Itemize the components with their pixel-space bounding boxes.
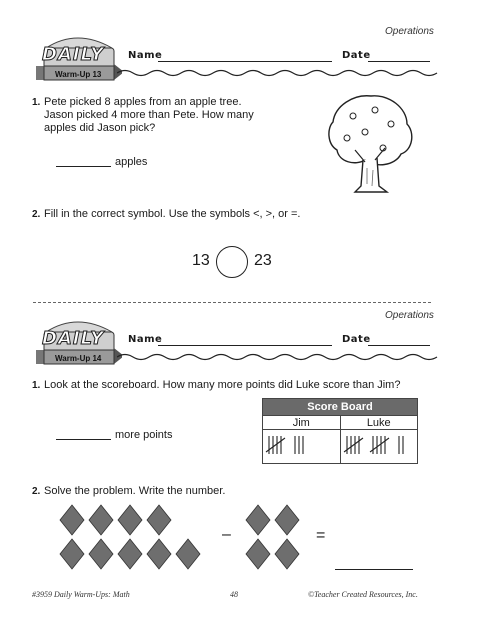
question-text-13-2: Fill in the correct symbol. Use the symbols <, >, or =. [44,208,301,220]
answer-unit-14-1: more points [115,429,173,441]
question-line: Jason picked 4 more than Pete. How many [44,109,254,121]
question-line: apples did Jason pick? [44,122,156,134]
diamond-shape [246,539,270,569]
tally-cell-jim [263,430,341,464]
name-field-bottom[interactable] [158,345,332,346]
date-label-top: Date [342,50,371,61]
minus-sign: – [222,526,231,543]
question-number-13-1: 1. [32,97,41,108]
diamond-group-right [242,502,306,572]
question-text-13-1 [44,96,254,135]
cut-line [33,302,431,303]
wavy-divider-bottom [117,352,479,362]
section-label-bottom: Operations [385,310,434,321]
wavy-divider-top [117,68,479,78]
apple-tree-icon [325,92,417,196]
answer-blank-14-1[interactable] [56,439,111,440]
symbol-answer-circle[interactable] [216,246,248,278]
scoreboard-table [262,398,418,464]
footer-page-number: 48 [230,590,238,599]
diamond-shape [246,505,270,535]
question-text-14-2: Solve the problem. Write the number. [44,485,226,497]
equals-sign: = [316,527,326,544]
diamond-shape [60,539,84,569]
footer-book-title: #3959 Daily Warm-Ups: Math [32,590,130,599]
date-label-bottom: Date [342,334,371,345]
question-line: Pete picked 8 apples from an apple tree. [44,96,242,108]
warmup-number-bottom: Warm-Up 14 [55,354,102,363]
diamond-shape [275,539,299,569]
footer-copyright: ©Teacher Created Resources, Inc. [308,590,418,599]
question-number-14-2: 2. [32,486,41,497]
tally-marks-luke [341,430,417,460]
diamond-shape [60,505,84,535]
daily-logo-word-bottom: DAILY [42,328,105,349]
scoreboard-header-jim: Jim [263,416,341,430]
warmup-number-top: Warm-Up 13 [55,70,102,79]
scoreboard-title: Score Board [263,399,418,416]
name-field-top[interactable] [158,61,332,62]
diamond-shape [176,539,200,569]
diamond-shape [89,539,113,569]
answer-blank-14-2[interactable] [335,569,413,570]
question-number-13-2: 2. [32,209,41,220]
diamond-shape [275,505,299,535]
date-field-bottom[interactable] [368,345,430,346]
name-label-bottom: Name [128,334,163,345]
scoreboard-header-luke: Luke [340,416,418,430]
date-field-top[interactable] [368,61,430,62]
tally-marks-jim [263,430,339,460]
question-number-14-1: 1. [32,380,41,391]
diamond-shape [118,539,142,569]
answer-unit-13-1: apples [115,156,148,168]
diamond-shape [89,505,113,535]
diamond-shape [147,505,171,535]
tally-cell-luke [340,430,418,464]
diamond-shape [118,505,142,535]
section-label-top: Operations [385,26,434,37]
compare-right-number: 23 [254,252,272,269]
answer-blank-13-1[interactable] [56,166,111,167]
question-text-14-1: Look at the scoreboard. How many more points did Luke score than Jim? [44,379,401,391]
daily-logo-word-top: DAILY [42,44,105,65]
diamond-shape [147,539,171,569]
compare-left-number: 13 [192,252,210,269]
diamond-group-left [58,502,218,572]
name-label-top: Name [128,50,163,61]
